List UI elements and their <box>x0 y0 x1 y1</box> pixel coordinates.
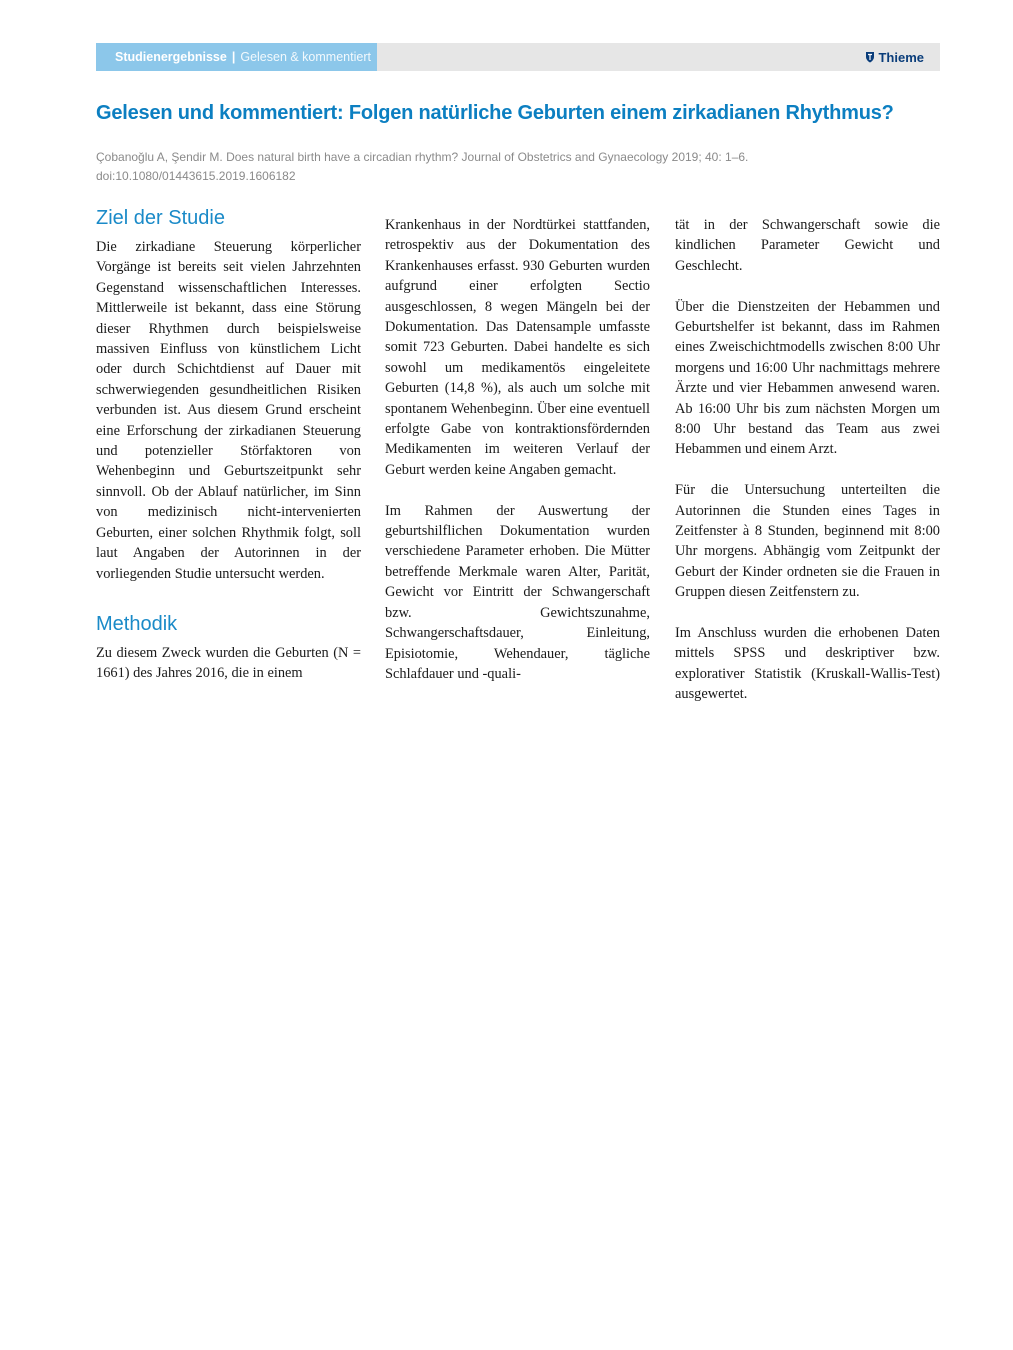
paragraph-methodik-2: Krankenhaus in der Nordtürkei stattfanden, retrospektiv aus der Dokumentation des Krankenhauses erfasst. 930 Geburten wurden aufgrund einer erfolgten Sectio ausgeschlossen, 8 wegen Mängeln bei der Dokumentation. Das Datensample umfasste somit 723 Geburten. Dabei handelte es sich sowohl um medikamentös eingeleitete Geburten (14,8 %), als auch um solche mit spontanem Wehenbeginn. Über eine eventuell erfolgte Gabe von kontraktionsfördernden Medikamenten im weiteren Verlauf der Geburt werden keine Angaben gemacht. <box>385 217 650 478</box>
column-2 <box>385 215 650 684</box>
article-title: Gelesen und kommentiert: Folgen natürliche Geburten einem zirkadianen Rhythmus? <box>96 102 894 124</box>
running-header <box>96 43 940 71</box>
paragraph-ziel: Die zirkadiane Steuerung körperlicher Vorgänge ist bereits seit vielen Jahrzehnten Gegenstand wissenschaftlichen Interesses. Mittlerweile ist bekannt, dass eine Störung dieser Rhythmen durch beispielsweise massiven Einfluss von künstlichem Licht oder durch Schichtdienst auf Dauer mit schwerwiegenden gesundheitlichen Risiken verbunden ist. Aus diesem Grund erscheint eine Erforschung der zirkadianen Steuerung und potenzieller Störfaktoren von Wehenbeginn und Geburtszeitpunkt sehr sinnvoll. Ob der Ablauf natürlicher, im Sinn von medizinisch nicht-intervenierten Geburten, einer solchen Rhythmik folgt, soll laut Angaben der Autorinnen in der vorliegenden Studie untersucht werden. <box>96 239 361 582</box>
logo-text: Thieme <box>878 49 924 65</box>
paragraph-methodik-6: Für die Untersuchung unterteilten die Autorinnen die Stunden eines Tages in Zeitfenster à 8 Stunden, beginnend mit 8:00 Uhr morgens. Abhängig vom Zeitpunkt der Geburt der Kinder ordneten sie die Frauen in Gruppen diesen Zeitfenstern zu. <box>675 482 940 601</box>
paragraph-methodik-5: Über die Dienstzeiten der Hebammen und Geburtshelfer ist bekannt, dass im Rahmen eines Zweischichtmodells zwischen 8:00 Uhr morgens und 16:00 Uhr nachmittags mehrere Ärzte und vier Hebammen anwesend waren. Ab 16:00 Uhr bis zum nächsten Morgen um 8:00 Uhr bestand das Team aus zwei Hebammen und einem Arzt. <box>675 298 940 458</box>
column-1 <box>96 205 361 684</box>
section-separator: | <box>231 50 236 64</box>
thieme-shield-icon <box>865 51 875 63</box>
paragraph-methodik-7: Im Anschluss wurden die erhobenen Daten mittels SPSS und deskriptiver bzw. explorativer Statistik (Kruskall-Wallis-Test) ausgewertet. <box>675 625 940 703</box>
subsection-label: Gelesen & kommentiert <box>240 50 371 64</box>
section-label: Studienergebnisse <box>115 50 227 64</box>
paragraph-methodik-start: Zu diesem Zweck wurden die Geburten (N = 1661) des Jahres 2016, die in einem <box>96 644 361 682</box>
section-tag <box>96 43 377 71</box>
citation <box>96 148 940 186</box>
paragraph-methodik-3: Im Rahmen der Auswertung der geburtshilflichen Dokumentation wurden verschiedene Parameter erhoben. Die Mütter betreffende Merkmale waren Alter, Parität, Gewicht vor Eintritt der Schwangerschaft bzw. Gewichtszunahme, Schwangerschaftsdauer, Einleitung, Episiotomie, Wehendauer, tägliche Schlafdauer und -quali- <box>385 502 650 682</box>
citation-doi[interactable]: doi:10.1080/01443615.2019.1606182 <box>96 169 296 183</box>
publisher-logo <box>865 43 924 71</box>
heading-methodik: Methodik <box>96 612 178 635</box>
column-3 <box>675 215 940 705</box>
heading-ziel: Ziel der Studie <box>96 207 225 229</box>
paragraph-methodik-4: tät in der Schwangerschaft sowie die kindlichen Parameter Gewicht und Geschlecht. <box>675 217 940 274</box>
citation-reference: Çobanoğlu A, Şendir M. Does natural birth have a circadian rhythm? Journal of Obstetrics and Gynaecology 2019; 40: 1–6. <box>96 150 749 164</box>
